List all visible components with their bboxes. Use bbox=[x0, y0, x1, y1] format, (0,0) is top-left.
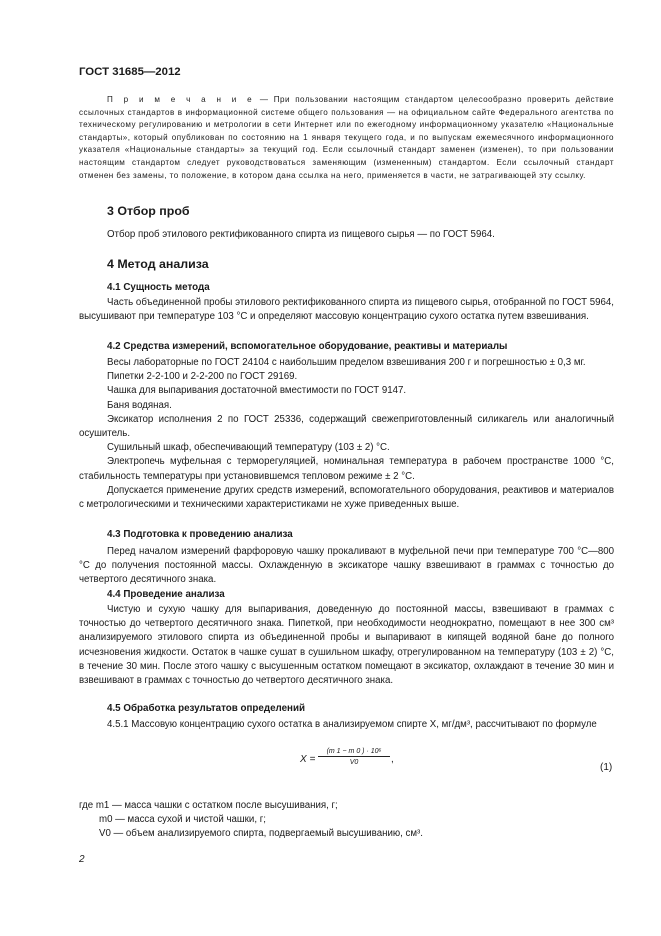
section-3-body bbox=[79, 228, 614, 242]
subsection-4-2-p7: Электропечь муфельная с терморегуляцией, номинальная температура в рабочем пространстве 1000 °С, стабильность температуры при установившемся тепловом режиме ± 2 °С. bbox=[79, 456, 614, 482]
subsection-4-5-body bbox=[79, 718, 614, 732]
definitions bbox=[79, 799, 619, 841]
formula bbox=[300, 748, 394, 766]
subsection-4-4-body bbox=[79, 603, 614, 688]
subsection-4-5-text: 4.5.1 Массовую концентрацию сухого остатка в анализируемом спирте X, мг/дм³, рассчитывают по формуле bbox=[107, 719, 597, 730]
formula-denominator: V0 bbox=[349, 759, 359, 766]
subsection-4-1-body bbox=[79, 296, 614, 324]
subsection-4-1-title: 4.1 Сущность метода bbox=[107, 282, 210, 293]
subsection-4-3-text: Перед началом измерений фарфоровую чашку прокаливают в муфельной печи при температуре 700 °С—800 °С до получения постоянной массы. Охлажденную в эксикаторе чашку взвешивают в граммах с точностью до четвертого десятичного знака. bbox=[79, 546, 614, 586]
subsection-4-4-title: 4.4 Проведение анализа bbox=[107, 589, 225, 600]
subsection-4-5-title: 4.5 Обработка результатов определений bbox=[107, 703, 306, 714]
subsection-4-2-p2: Пипетки 2-2-100 и 2-2-200 по ГОСТ 29169. bbox=[107, 371, 298, 383]
section-3-text: Отбор проб этилового ректификованного спирта из пищевого сырья — по ГОСТ 5964. bbox=[107, 229, 495, 240]
section-3-title: 3 Отбор проб bbox=[107, 204, 190, 218]
subsection-4-2-body bbox=[79, 356, 614, 512]
formula-numerator: (m 1 − m 0 ) · 10⁶ bbox=[318, 748, 390, 757]
formula-fraction bbox=[318, 748, 390, 766]
definition-m1: где m1 — масса чашки с остатком после высушивания, г; bbox=[79, 800, 338, 811]
formula-tail: , bbox=[391, 754, 394, 765]
document-header: ГОСТ 31685—2012 bbox=[79, 66, 181, 78]
subsection-4-2-p1: Весы лабораторные по ГОСТ 24104 с наибольшим пределом взвешивания 200 г и погрешностью ± 0,3 мг. bbox=[107, 357, 586, 368]
subsection-4-2-p4: Баня водяная. bbox=[107, 399, 172, 411]
definition-v0: V0 — объем анализируемого спирта, подвергаемый высушиванию, см³. bbox=[99, 828, 423, 839]
definition-m0: m0 — масса сухой и чистой чашки, г; bbox=[99, 814, 266, 825]
formula-lhs: X = bbox=[300, 754, 316, 765]
note-lead: П р и м е ч а н и е bbox=[107, 95, 255, 104]
subsection-4-2-title: 4.2 Средства измерений, вспомогательное оборудование, реактивы и материалы bbox=[107, 341, 508, 352]
subsection-4-4-text: Чистую и сухую чашку для выпаривания, доведенную до постоянной массы, взвешивают в граммах с точностью до четвертого десятичного знака. Пипеткой, при необходимости неоднократно, помещают в нее 300 см³ анализируемого этилового спирта из объединенной пробы и выпаривают в кипящей водяной бане до полного исчезновения жидкости. Остаток в чашке сушат в сушильном шкафу, отрегулированном на температуру (103 ± 2) °С, в течение 30 мин. После этого чашку с высушенным остатком помещают в эксикатор, охлаждают в течение 30 мин и взвешивают в граммах с точностью до четвертого десятичного знака. bbox=[79, 604, 614, 687]
section-4-title: 4 Метод анализа bbox=[107, 257, 209, 271]
subsection-4-2-p5: Эксикатор исполнения 2 по ГОСТ 25336, содержащий свежеприготовленный силикагель или аналогичный осушитель. bbox=[79, 413, 614, 440]
formula-number: (1) bbox=[600, 762, 613, 773]
subsection-4-1-text: Часть объединенной пробы этилового ректификованного спирта из пищевого сырья, отобранной по ГОСТ 5964, высушивают при температуре 103 °С и определяют массовую концентрацию сухого остатка путем взвешивания. bbox=[79, 297, 614, 323]
subsection-4-2-p6: Сушильный шкаф, обеспечивающий температуру (103 ± 2) °С. bbox=[107, 442, 390, 454]
subsection-4-2-p3: Чашка для выпаривания достаточной вместимости по ГОСТ 9147. bbox=[107, 385, 407, 397]
subsection-4-2-p8: Допускается применение других средств измерений, вспомогательного оборудования, реактивов и материалов с метрологическими и техническими характеристиками не хуже приведенных выше. bbox=[79, 484, 614, 511]
subsection-4-3-body bbox=[79, 545, 614, 588]
note-text: — При пользовании настоящим стандартом целесообразно проверить действие ссылочных стандартов в информационной системе общего пользования — на официальном сайте Федерального агентства по техническому регулированию и метрологии в сети Интернет или по ежегодному информационному указателю «Национальные стандарты», который опубликован по состоянию на 1 января текущего года, и по выпускам ежемесячного информационного указателя «Национальные стандарты» за текущий год. Если ссылочный стандарт заменен (изменен), то при пользовании настоящим стандартом следует руководствоваться заменяющим (измененным) стандартом. Если ссылочный стандарт отменен без замены, то положение, в котором дана ссылка на него, применяется в части, не затрагивающей эту ссылку. bbox=[79, 95, 614, 180]
subsection-4-3-title: 4.3 Подготовка к проведению анализа bbox=[107, 529, 293, 540]
note-block bbox=[79, 94, 614, 182]
page-number: 2 bbox=[79, 854, 85, 865]
